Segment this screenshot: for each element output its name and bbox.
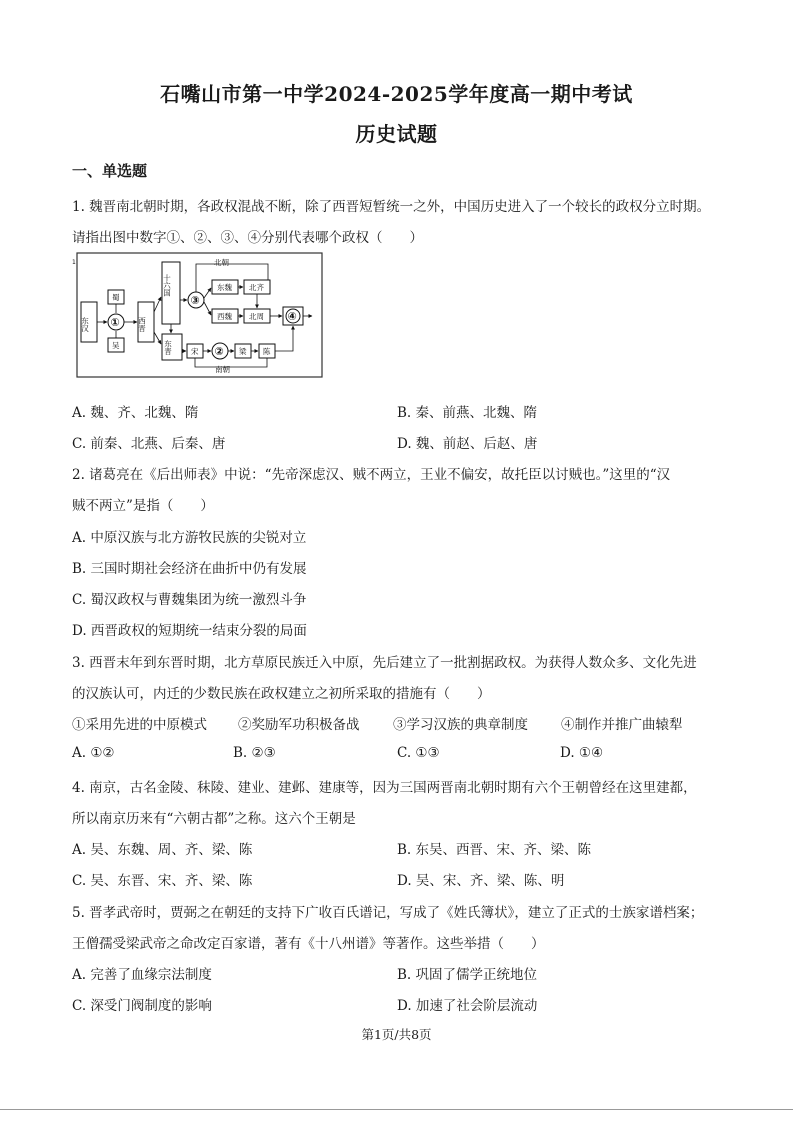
question-1-text-cont: 请指出图中数字①、②、③、④分别代表哪个政权（ ） xyxy=(72,230,423,246)
question-4-text: 4. 南京，古名金陵、秣陵、建业、建邺、建康等，因为三国两晋南北朝时期有六个王朝曾经在这里建都， xyxy=(72,780,697,796)
q5-option-b[interactable]: B. 巩固了儒学正统地位 xyxy=(397,967,538,983)
q2-option-b[interactable]: B. 三国时期社会经济在曲折中仍有发展 xyxy=(72,561,307,577)
q4-option-c[interactable]: C. 吴、东晋、宋、齐、梁、陈 xyxy=(72,873,253,889)
node-shi-liu-guo: 十六国 xyxy=(162,274,172,297)
q1-option-a[interactable]: A. 魏、齐、北魏、隋 xyxy=(72,405,199,421)
node-shu: 蜀 xyxy=(112,293,120,302)
q1-option-c[interactable]: C. 前秦、北燕、后秦、唐 xyxy=(72,436,226,452)
label-nan-chao: 南朝 xyxy=(215,365,230,374)
question-2-text: 2. 诸葛亮在《后出师表》中说：“先帝深虑汉、贼不两立，王业不偏安，故托臣以讨贼也。”这里的“汉 xyxy=(72,467,671,483)
q4-option-a[interactable]: A. 吴、东魏、周、齐、梁、陈 xyxy=(72,842,253,858)
node-dong-jin: 东晋 xyxy=(163,340,173,355)
q5-option-d[interactable]: D. 加速了社会阶层流动 xyxy=(397,998,538,1014)
node-bei-zhou: 北周 xyxy=(249,312,264,321)
node-dong-han: 东汉 xyxy=(80,317,90,332)
node-circle-4: ④ xyxy=(287,310,297,323)
q1-option-d[interactable]: D. 魏、前赵、后赵、唐 xyxy=(397,436,538,452)
section-heading: 一、单选题 xyxy=(72,162,148,180)
page-title: 石嘴山市第一中学2024-2025学年度高一期中考试 xyxy=(160,82,633,106)
dynasty-diagram xyxy=(72,252,324,379)
q3-statement-2: ②奖励军功积极备战 xyxy=(238,717,360,733)
page-subtitle: 历史试题 xyxy=(355,122,438,146)
node-bei-qi: 北齐 xyxy=(249,283,264,292)
page-bottom-rule xyxy=(0,1109,793,1110)
node-song: 宋 xyxy=(191,347,199,356)
q2-option-d[interactable]: D. 西晋政权的短期统一结束分裂的局面 xyxy=(72,623,307,639)
node-liang: 梁 xyxy=(239,347,247,356)
q5-option-a[interactable]: A. 完善了血缘宗法制度 xyxy=(72,967,212,983)
q5-option-c[interactable]: C. 深受门阀制度的影响 xyxy=(72,998,212,1014)
question-5-text: 5. 晋孝武帝时，贾弼之在朝廷的支持下广收百氏谱记，写成了《姓氏簿状》，建立了正式的士族家谱档案； xyxy=(72,905,704,921)
q4-option-b[interactable]: B. 东吴、西晋、宋、齐、梁、陈 xyxy=(397,842,592,858)
node-xi-jin: 西晋 xyxy=(137,317,147,332)
q3-statement-3: ③学习汉族的典章制度 xyxy=(393,717,528,733)
node-circle-1: ① xyxy=(110,316,120,329)
page-number: 第1页/共8页 xyxy=(361,1027,432,1042)
diagram-marker: 1 xyxy=(72,259,76,266)
question-3-text: 3. 西晋末年到东晋时期，北方草原民族迁入中原，先后建立了一批割据政权。为获得人数众多、文化先进 xyxy=(72,655,697,671)
question-1-text: 1. 魏晋南北朝时期，各政权混战不断，除了西晋短暂统一之外，中国历史进入了一个较长的政权分立时期。 xyxy=(72,199,711,215)
node-circle-3: ③ xyxy=(190,294,200,307)
q2-option-c[interactable]: C. 蜀汉政权与曹魏集团为统一激烈斗争 xyxy=(72,592,307,608)
question-5-text-cont: 王僧孺受梁武帝之命改定百家谱，著有《十八州谱》等著作。这些举措（ ） xyxy=(72,936,545,952)
q3-option-d[interactable]: D. ①④ xyxy=(560,745,604,761)
question-2-text-cont: 贼不两立”是指（ ） xyxy=(72,498,214,514)
q3-statement-1: ①采用先进的中原模式 xyxy=(72,717,207,733)
node-circle-2: ② xyxy=(214,345,224,358)
node-wu: 吴 xyxy=(112,341,120,350)
q3-option-c[interactable]: C. ①③ xyxy=(397,745,440,761)
node-xi-wei: 西魏 xyxy=(217,312,232,321)
label-bei-chao: 北朝 xyxy=(214,258,229,267)
q1-option-b[interactable]: B. 秦、前燕、北魏、隋 xyxy=(397,405,538,421)
q3-statement-4: ④制作并推广曲辕犁 xyxy=(561,717,683,733)
q3-option-b[interactable]: B. ②③ xyxy=(233,745,276,761)
q3-option-a[interactable]: A. ①② xyxy=(72,745,115,761)
q2-option-a[interactable]: A. 中原汉族与北方游牧民族的尖锐对立 xyxy=(72,530,307,546)
node-dong-wei: 东魏 xyxy=(217,283,232,292)
question-4-text-cont: 所以南京历来有“六朝古都”之称。这六个王朝是 xyxy=(72,811,356,827)
q4-option-d[interactable]: D. 吴、宋、齐、梁、陈、明 xyxy=(397,873,565,889)
question-3-text-cont: 的汉族认可，内迁的少数民族在政权建立之初所采取的措施有（ ） xyxy=(72,686,491,702)
node-chen: 陈 xyxy=(263,347,271,356)
